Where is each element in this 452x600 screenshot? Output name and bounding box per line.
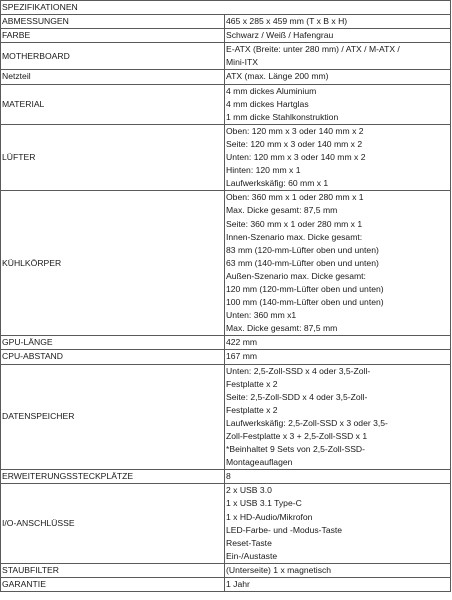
- spec-value: [225, 15, 451, 29]
- spec-value: [225, 191, 451, 336]
- spec-row: [1, 364, 451, 470]
- spec-value-line: Seite: 360 mm x 1 oder 280 mm x 1: [226, 218, 363, 229]
- spec-row: [1, 484, 451, 564]
- spec-value-line: Außen-Szenario max. Dicke gesamt:: [226, 270, 366, 281]
- spec-value-line: (Unterseite) 1 x magnetisch: [226, 564, 332, 575]
- spec-value-line: 8: [226, 471, 231, 482]
- spec-label: FARBE: [1, 29, 225, 43]
- spec-value-line: Festplatte x 2: [226, 404, 278, 415]
- spec-label: MATERIAL: [1, 84, 225, 124]
- spec-value-line: Oben: 120 mm x 3 oder 140 mm x 2: [226, 125, 364, 136]
- spec-value: [225, 563, 451, 577]
- spec-value-line: 465 x 285 x 459 mm (T x B x H): [226, 16, 348, 27]
- spec-value-line: Seite: 2,5-Zoll-SDD x 4 oder 3,5-Zoll-: [226, 391, 368, 402]
- spec-value: [225, 29, 451, 43]
- spec-value-line: Festplatte x 2: [226, 378, 278, 389]
- spec-label: I/O-ANSCHLÜSSE: [1, 484, 225, 564]
- spec-value-line: Hinten: 120 mm x 1: [226, 165, 301, 176]
- spec-value-line: 100 mm (140-mm-Lüfter oben und unten): [226, 297, 384, 308]
- spec-label: ABMESSUNGEN: [1, 15, 225, 29]
- spec-value-line: Reset-Taste: [226, 537, 272, 548]
- spec-value: [225, 350, 451, 364]
- spec-value-line: Innen-Szenario max. Dicke gesamt:: [226, 231, 363, 242]
- spec-value-line: Max. Dicke gesamt: 87,5 mm: [226, 205, 338, 216]
- spec-label: STAUBFILTER: [1, 563, 225, 577]
- spec-label: DATENSPEICHER: [1, 364, 225, 470]
- spec-value: [225, 70, 451, 84]
- spec-value-line: 1 mm dicke Stahlkonstruktion: [226, 111, 339, 122]
- spec-label: LÜFTER: [1, 124, 225, 190]
- spec-value-line: Unten: 2,5-Zoll-SSD x 4 oder 3,5-Zoll-: [226, 365, 371, 376]
- spec-value-line: Mini-ITX: [226, 57, 258, 68]
- spec-value: [225, 578, 451, 592]
- spec-value-line: 2 x USB 3.0: [226, 485, 272, 496]
- spec-label: CPU-ABSTAND: [1, 350, 225, 364]
- spec-value-line: Schwarz / Weiß / Hafengrau: [226, 30, 334, 41]
- spec-value-line: 1 Jahr: [226, 579, 250, 590]
- spec-value-line: 63 mm (140-mm-Lüfter oben und unten): [226, 257, 379, 268]
- spec-label: GARANTIE: [1, 578, 225, 592]
- spec-row: [1, 336, 451, 350]
- spec-value-line: 120 mm (120-mm-Lüfter oben und unten): [226, 283, 384, 294]
- spec-value-line: 422 mm: [226, 337, 258, 348]
- spec-row: [1, 43, 451, 70]
- spec-value: [225, 336, 451, 350]
- spec-value: [225, 84, 451, 124]
- spec-value-line: Laufwerkskäfig: 2,5-Zoll-SSD x 3 oder 3,5-: [226, 417, 388, 428]
- spec-header: SPEZIFIKATIONEN: [1, 1, 451, 15]
- spec-value: [225, 470, 451, 484]
- spec-value-line: 4 mm dickes Hartglas: [226, 98, 309, 109]
- spec-row: [1, 29, 451, 43]
- spec-label: ERWEITERUNGSSTECKPLÄTZE: [1, 470, 225, 484]
- spec-value: [225, 124, 451, 190]
- spec-row: [1, 124, 451, 190]
- spec-label: GPU-LÄNGE: [1, 336, 225, 350]
- spec-value-line: 1 x USB 3.1 Type-C: [226, 498, 302, 509]
- spec-value-line: Max. Dicke gesamt: 87,5 mm: [226, 323, 338, 334]
- spec-value-line: 4 mm dickes Aluminium: [226, 85, 317, 96]
- spec-row: [1, 350, 451, 364]
- spec-value-line: LED-Farbe- und -Modus-Taste: [226, 524, 343, 535]
- spec-row: [1, 191, 451, 336]
- spec-value-line: Unten: 360 mm x1: [226, 310, 297, 321]
- spec-row: [1, 15, 451, 29]
- spec-value-line: 167 mm: [226, 351, 258, 362]
- spec-value: [225, 484, 451, 564]
- spec-table-body: [1, 1, 451, 592]
- spec-value-line: E-ATX (Breite: unter 280 mm) / ATX / M-ATX /: [226, 44, 400, 55]
- spec-row: [1, 84, 451, 124]
- spec-value-line: 1 x HD-Audio/Mikrofon: [226, 511, 313, 522]
- spec-value-line: Montageauflagen: [226, 457, 293, 468]
- spec-value-line: *Beinhaltet 9 Sets von 2,5-Zoll-SSD-: [226, 444, 365, 455]
- spec-value-line: 83 mm (120-mm-Lüfter oben und unten): [226, 244, 379, 255]
- spec-header-row: [1, 1, 451, 15]
- spec-value-line: ATX (max. Länge 200 mm): [226, 71, 329, 82]
- spec-value-line: Zoll-Festplatte x 3 + 2,5-Zoll-SSD x 1: [226, 431, 368, 441]
- spec-label: Netzteil: [1, 70, 225, 84]
- spec-value: [225, 43, 451, 70]
- spec-value-line: Unten: 120 mm x 3 oder 140 mm x 2: [226, 152, 366, 163]
- spec-row: [1, 470, 451, 484]
- spec-value-line: Seite: 120 mm x 3 oder 140 mm x 2: [226, 138, 363, 149]
- spec-value: [225, 364, 451, 470]
- spec-value-line: Laufwerkskäfig: 60 mm x 1: [226, 178, 329, 189]
- spec-row: [1, 563, 451, 577]
- spec-label: KÜHLKÖRPER: [1, 191, 225, 336]
- spec-row: [1, 578, 451, 592]
- spec-row: [1, 70, 451, 84]
- spec-value-line: Ein-/Austaste: [226, 550, 278, 561]
- spec-label: MOTHERBOARD: [1, 43, 225, 70]
- spec-value-line: Oben: 360 mm x 1 oder 280 mm x 1: [226, 192, 364, 203]
